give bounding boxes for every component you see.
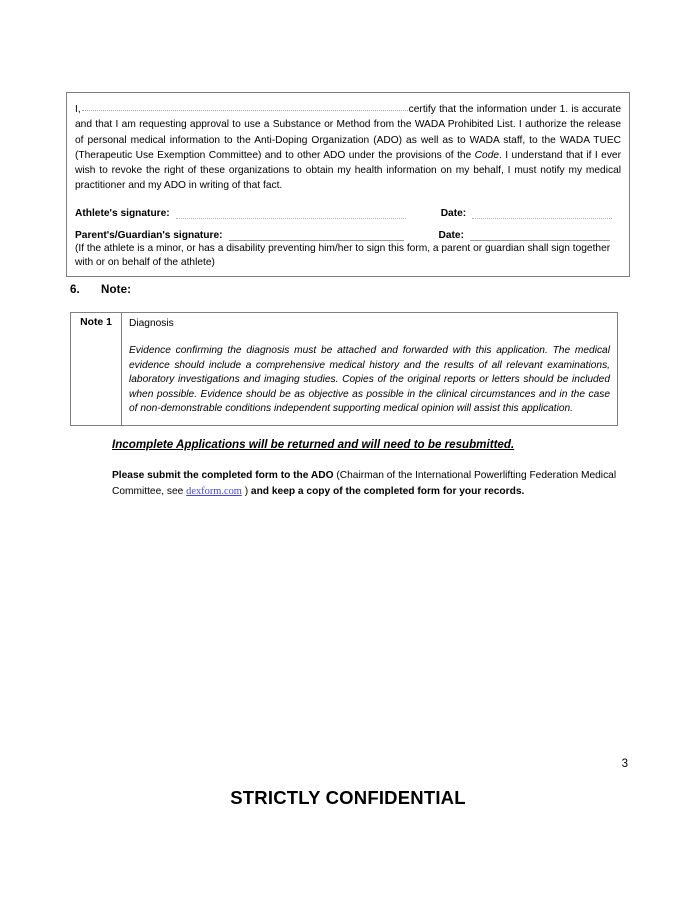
minor-guardian-note: (If the athlete is a minor, or has a disability preventing him/her to sign this form, a parent or guardian shall sign together with or on behalf of the athlete) [75, 242, 611, 268]
incomplete-applications-warning: Incomplete Applications will be returned and will need to be resubmitted. [112, 438, 515, 451]
athlete-date-input[interactable] [472, 207, 612, 219]
section-6-heading [70, 283, 131, 296]
table-row [71, 313, 618, 426]
section-title: Note: [101, 283, 132, 296]
guardian-signature-label: Parent's/Guardian's signature: [75, 229, 223, 241]
athlete-name-blank[interactable] [82, 100, 408, 111]
submission-instructions [112, 468, 622, 499]
submit-normal-mid: (Chairman of the International Powerlifting Federation Medical Committee, see [112, 470, 617, 497]
declaration-box [66, 92, 630, 277]
declaration-paragraph [75, 100, 621, 194]
page-number: 3 [621, 758, 628, 770]
declaration-body-part1: certify that the information under 1. is accurate and that I am requesting approval to use a Substance or Method from the WADA Prohibited List. I authorize the release of personal medical information to the Anti-Doping Organization (ADO) as well as to WADA staff, to the WADA TUEC (Therapeutic Use Exemption Committee) and to other ADO under the provisions of the [75, 104, 621, 161]
note-title: Diagnosis [129, 318, 174, 329]
dexform-link[interactable]: dexform.com [186, 485, 242, 497]
declaration-body-part2: . I understand that if I ever wish to revoke the right of these organizations to obtain my health information on my behalf, I must notify my medical practitioner and my ADO in writing of that fact. [75, 149, 621, 192]
code-reference: Code [474, 149, 500, 161]
submit-bold-lead: Please submit the completed form to the ADO [112, 470, 334, 481]
athlete-signature-row [75, 207, 621, 219]
note-table [70, 312, 618, 426]
submit-after-link: ) [241, 485, 251, 497]
section-number: 6. [70, 283, 80, 296]
note-body: Evidence confirming the diagnosis must be attached and forwarded with this application. The medical evidence should include a comprehensive medical history and the results of all relevant examinations, laboratory investigations and imaging studies. Copies of the original reports or letters should be included when possible. Evidence should be as objective as possible in the clinical circumstances and in the case of non-demonstrable conditions independent supporting medical opinion will assist this application. [129, 345, 610, 415]
note-id-cell: Note 1 [71, 313, 122, 426]
guardian-date-input[interactable] [470, 229, 610, 241]
submit-bold-tail: and keep a copy of the completed form for your records. [250, 485, 525, 497]
confidential-footer: STRICTLY CONFIDENTIAL [230, 787, 466, 808]
guardian-signature-row [75, 229, 621, 241]
declaration-lead-in: I, [75, 104, 81, 115]
note-content-cell [122, 313, 618, 426]
athlete-date-label: Date: [440, 207, 467, 219]
guardian-date-label: Date: [438, 229, 464, 241]
athlete-signature-input[interactable] [176, 207, 406, 219]
guardian-signature-input[interactable] [229, 229, 404, 241]
athlete-signature-label: Athlete's signature: [75, 207, 170, 219]
